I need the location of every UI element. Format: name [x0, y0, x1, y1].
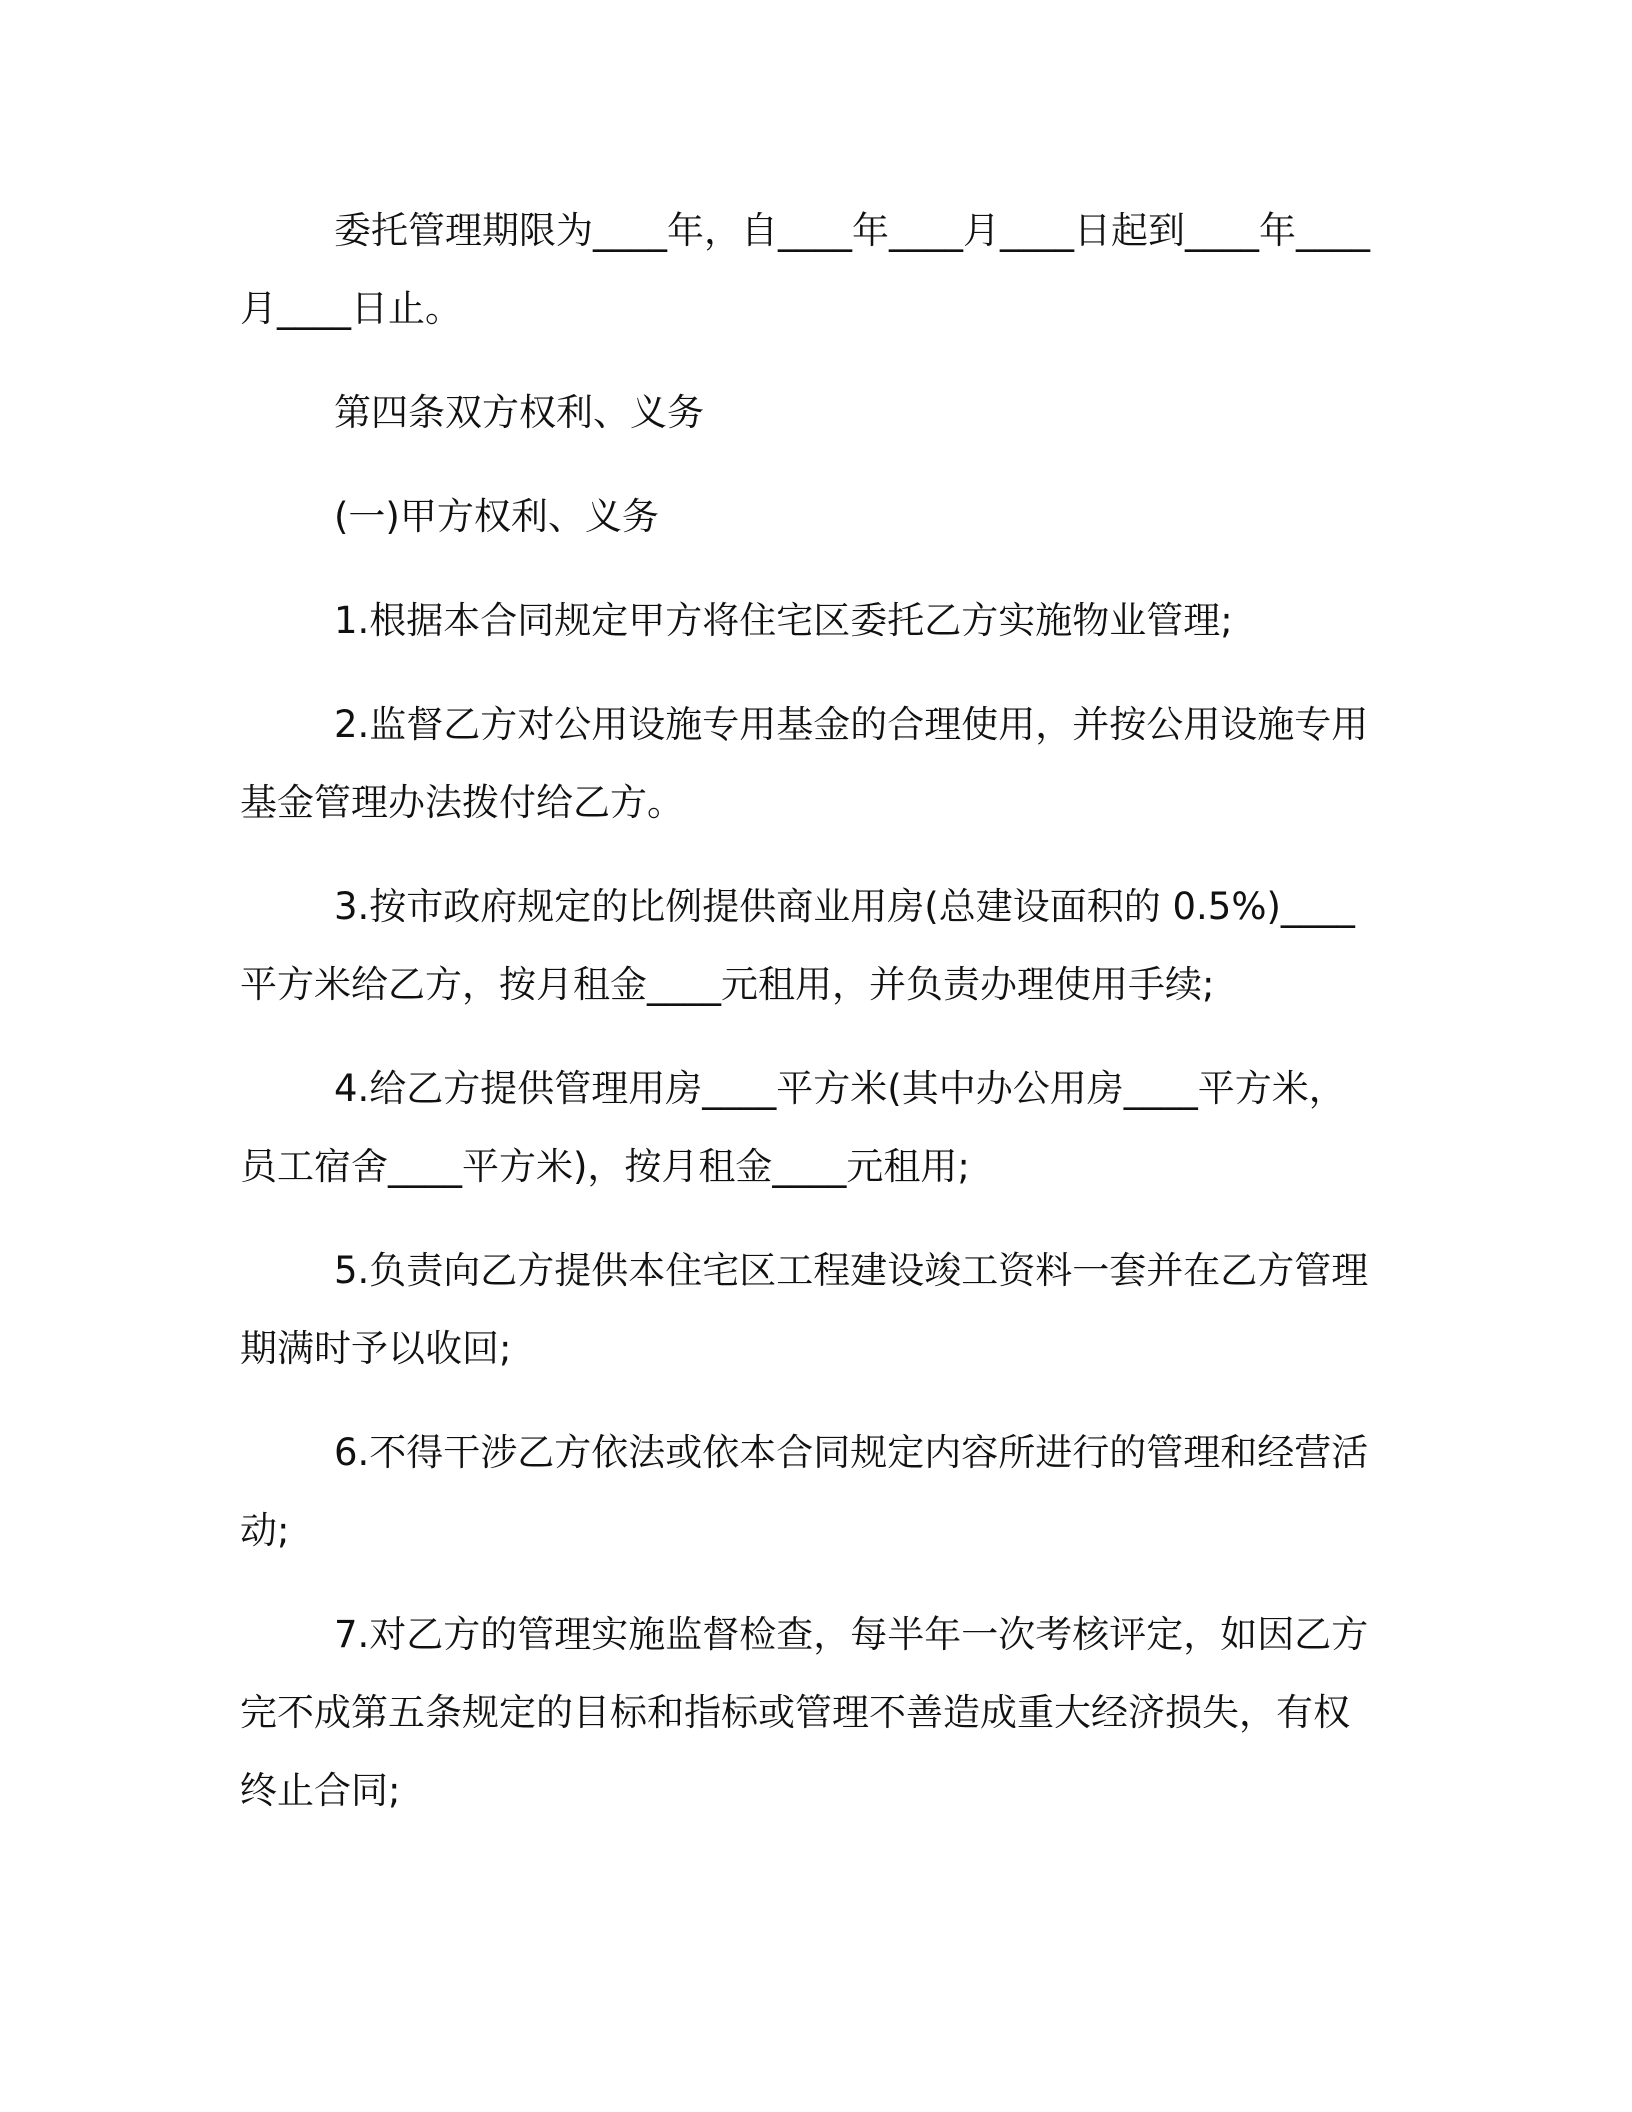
paragraph-item-5: 5.负责向乙方提供本住宅区工程建设竣工资料一套并在乙方管理期满时予以收回;	[240, 1249, 1369, 1370]
paragraph-item-7: 7.对乙方的管理实施监督检查，每半年一次考核评定，如因乙方完不成第五条规定的目标和指标或管理不善造成重大经济损失，有权终止合同;	[240, 1613, 1369, 1812]
paragraph-term-period: 委托管理期限为____年，自____年____月____日起到____年____月____日止。	[240, 209, 1370, 330]
paragraph-item-1: 1.根据本合同规定甲方将住宅区委托乙方实施物业管理;	[334, 599, 1233, 642]
paragraph-item-2: 2.监督乙方对公用设施专用基金的合理使用，并按公用设施专用基金管理办法拨付给乙方。	[240, 703, 1369, 824]
paragraph-party-a-heading: (一)甲方权利、义务	[334, 495, 659, 538]
paragraph-item-4: 4.给乙方提供管理用房____平方米(其中办公用房____平方米，员工宿舍____平方米)，按月租金____元租用;	[240, 1067, 1346, 1188]
paragraph-article-four-heading: 第四条双方权利、义务	[334, 391, 704, 434]
paragraph-item-3: 3.按市政府规定的比例提供商业用房(总建设面积的 0.5%)____平方米给乙方，按月租金____元租用，并负责办理使用手续;	[240, 885, 1355, 1006]
document-body	[240, 192, 1380, 1856]
paragraph-item-6: 6.不得干涉乙方依法或依本合同规定内容所进行的管理和经营活动;	[240, 1431, 1369, 1552]
